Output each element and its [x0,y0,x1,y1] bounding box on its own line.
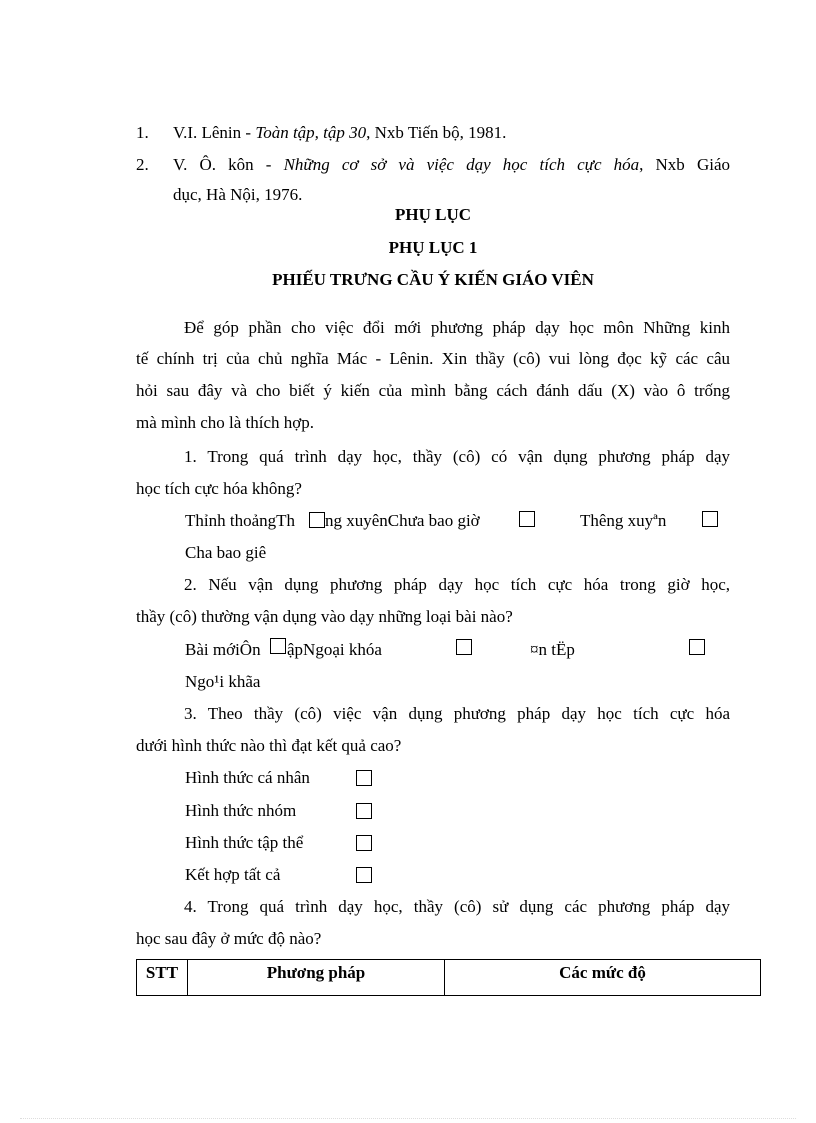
methods-table [136,959,761,996]
q2-line-1: 2. Nếu vận dụng phương pháp dạy học tích cực hóa trong giờ học, [184,575,730,594]
q1-checkbox-2[interactable] [519,511,535,527]
q2-checkbox-1[interactable] [270,638,286,654]
q4-line-1: 4. Trong quá trình dạy học, thầy (cô) sử dụng các phương pháp dạy [184,897,730,916]
q2-checkbox-3[interactable] [689,639,705,655]
intro-line-3: hỏi sau đây và cho biết ý kiến của mình bằng cách đánh dấu (X) vào ô trống [136,381,730,400]
q1-option-often: Thêng xuyªn [580,511,667,530]
appendix-subtitle: PHỤ LỤC 1 [388,238,478,257]
q1-option-occasionally: Thỉnh thoảngTh [185,511,296,530]
q3-line-2: dưới hình thức nào thì đạt kết quả cao? [136,736,402,755]
intro-line-4: mà mình cho là thích hợp. [136,413,315,432]
header-levels: Các mức độ [445,960,761,996]
q3-checkbox-collective[interactable] [356,835,372,851]
q3-line-1: 3. Theo thầy (cô) việc vận dụng phương pháp dạy học tích cực hóa [184,704,730,723]
q3-checkbox-combined[interactable] [356,867,372,883]
q2-option-extracurricular: Ngo¹i khãa [185,672,261,691]
intro-line-1: Để góp phần cho việc đổi mới phương pháp dạy học môn Những kinh [184,318,730,337]
q3-checkbox-individual[interactable] [356,770,372,786]
reference-2-number: 2. [136,155,149,174]
q2-line-2: thầy (cô) thường vận dụng vào dạy những loại bài nào? [136,607,513,626]
reference-1: V.I. Lênin - Toàn tập, tập 30, Nxb Tiến bộ, 1981. [173,123,507,142]
q1-option-never: Cha bao giê [185,543,267,562]
q1-option-rest: ng xuyênChưa bao giờ [325,511,480,530]
header-stt: STT [137,960,188,996]
q2-option-new-lesson: Bài mớiÔn [185,640,261,659]
reference-1-number: 1. [136,123,149,142]
q1-line-1: 1. Trong quá trình dạy học, thầy (cô) có vận dụng phương pháp dạy [184,447,730,466]
q3-checkbox-group[interactable] [356,803,372,819]
table-header-row [137,960,761,996]
q3-option-collective: Hình thức tập thể [185,833,304,852]
appendix-title: PHỤ LỤC [394,205,472,224]
q3-option-individual: Hình thức cá nhân [185,768,310,787]
q1-checkbox-1[interactable] [309,512,325,528]
q3-option-combined: Kết hợp tất cả [185,865,281,884]
form-title: PHIẾU TRƯNG CẦU Ý KIẾN GIÁO VIÊN [272,270,594,289]
intro-line-2: tế chính trị của chủ nghĩa Mác - Lênin. Xin thầy (cô) vui lòng đọc kỹ các câu [136,349,730,368]
q2-option-rest: ậpNgoại khóa [287,640,382,659]
q1-line-2: học tích cực hóa không? [136,479,302,498]
q3-option-group: Hình thức nhóm [185,801,297,820]
reference-2: V. Ô. kôn - Những cơ sở và việc dạy học tích cực hóa, Nxb Giáo [173,155,730,174]
page-bottom-divider [20,1118,796,1119]
q2-option-review: ¤n tËp [530,640,575,659]
header-method: Phương pháp [188,960,445,996]
q2-checkbox-2[interactable] [456,639,472,655]
q1-checkbox-3[interactable] [702,511,718,527]
q4-line-2: học sau đây ở mức độ nào? [136,929,322,948]
reference-2-continuation: dục, Hà Nội, 1976. [173,185,303,204]
